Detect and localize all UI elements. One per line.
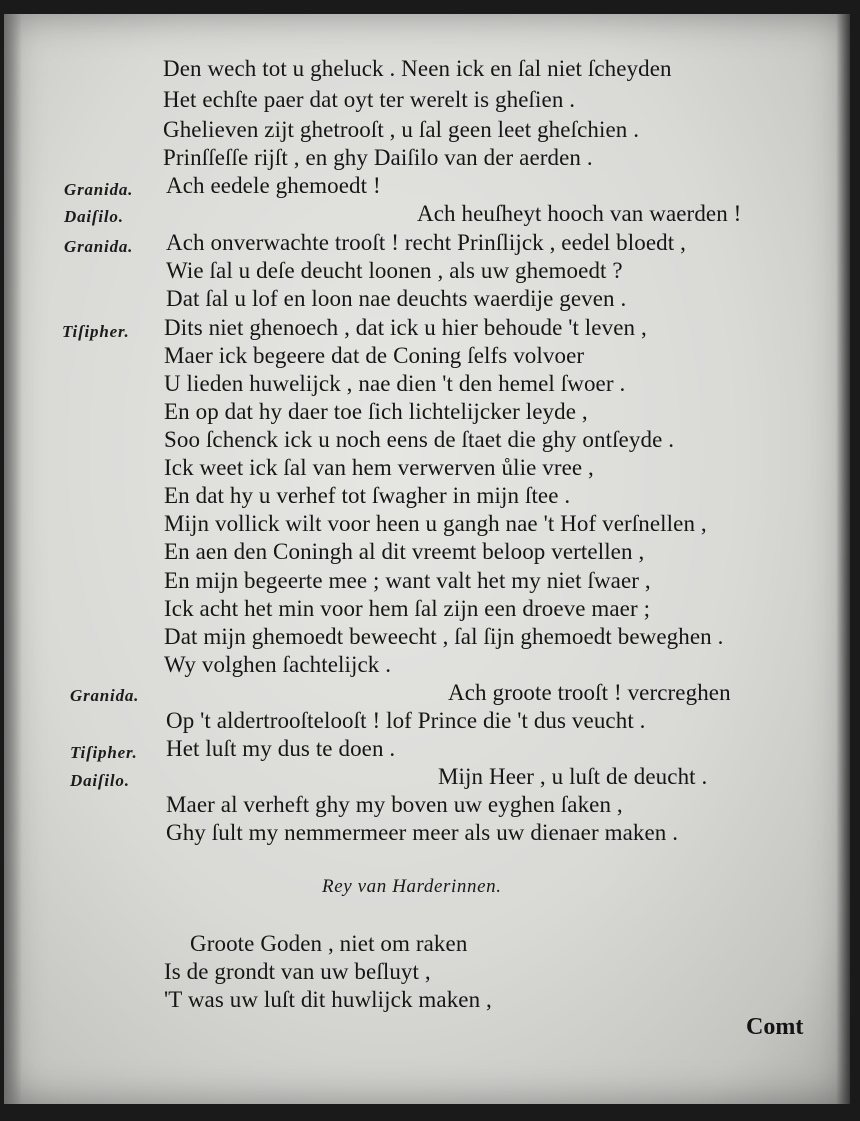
verse-line: En dat hy u verhef tot ſwagher in mijn ſtee . xyxy=(164,483,571,508)
verse-line: Ach onverwachte trooſt ! recht Prinſlijck , eedel bloedt , xyxy=(166,230,686,255)
verse-line: Ick acht het min voor hem ſal zijn een droeve maer ; xyxy=(164,596,651,621)
catchword: Comt xyxy=(746,1014,804,1040)
verse-line: Soo ſchenck ick u noch eens de ſtaet die ghy ontſeyde . xyxy=(164,427,675,452)
chorus-heading: Rey van Harderinnen. xyxy=(322,876,502,897)
verse-line: Ghelieven zijt ghetrooſt , u ſal geen leet gheſchien . xyxy=(163,117,640,142)
speaker-name: Daiſilo. xyxy=(70,771,130,790)
speaker-name: Granida. xyxy=(64,237,134,256)
verse-line: En aen den Coningh al dit vreemt beloop vertellen , xyxy=(164,539,645,564)
chorus-line: Groote Goden , niet om raken xyxy=(190,931,468,956)
verse-line: Wie ſal u deſe deucht loonen , als uw ghemoedt ? xyxy=(166,258,623,283)
speaker-name: Tiſipher. xyxy=(62,322,130,341)
verse-line: Ghy ſult my nemmermeer meer als uw dienaer maken . xyxy=(166,820,679,845)
speaker-name: Granida. xyxy=(70,686,140,705)
verse-line: Den wech tot u gheluck . Neen ick en ſal niet ſcheyden xyxy=(163,56,672,81)
verse-line: Dat ſal u lof en loon nae deuchts waerdije geven . xyxy=(166,286,627,311)
verse-line: Ach heuſheyt hooch van waerden ! xyxy=(417,201,742,226)
verse-line: Het luſt my dus te doen . xyxy=(166,736,396,761)
verse-line: Prinſſeſſe rijſt , en ghy Daiſilo van der aerden . xyxy=(163,145,593,170)
verse-line: En mijn begeerte mee ; want valt het my niet ſwaer , xyxy=(164,568,651,593)
verse-line: Maer ick begeere dat de Coning ſelfs volvoer xyxy=(164,343,585,368)
chorus-line: Is de grondt van uw beſluyt , xyxy=(164,959,431,984)
page-gutter xyxy=(4,14,22,1104)
speaker-name: Tiſipher. xyxy=(70,743,138,762)
verse-line: Maer al verheft ghy my boven uw eyghen ſaken , xyxy=(166,792,623,817)
verse-line: Ach eedele ghemoedt ! xyxy=(166,173,381,198)
verse-line: Mijn vollick wilt voor heen u gangh nae 't Hof verſnellen , xyxy=(164,511,707,536)
verse-line: Ach groote trooſt ! vercreghen xyxy=(448,680,731,705)
verse-line: Dat mijn ghemoedt beweecht , ſal ſijn ghemoedt beweghen . xyxy=(164,624,724,649)
verse-line: U lieden huwelijck , nae dien 't den hemel ſwoer . xyxy=(164,371,626,396)
verse-line: Op 't aldertrooſtelooſt ! lof Prince die 't dus veucht . xyxy=(166,708,646,733)
verse-line: Het echſte paer dat oyt ter werelt is gheſien . xyxy=(163,87,576,112)
speaker-name: Granida. xyxy=(64,180,134,199)
verse-line: Dits niet ghenoech , dat ick u hier behoude 't leven , xyxy=(164,315,647,340)
chorus-line: 'T was uw luſt dit huwlijck maken , xyxy=(164,987,492,1012)
speaker-name: Daiſilo. xyxy=(64,207,124,226)
book-page xyxy=(4,14,850,1104)
verse-line: Mijn Heer , u luſt de deucht . xyxy=(438,764,708,789)
verse-line: Wy volghen ſachtelijck . xyxy=(164,652,392,677)
verse-line: En op dat hy daer toe ſich lichtelijcker leyde , xyxy=(164,399,588,424)
page-edge xyxy=(836,14,850,1104)
verse-line: Ick weet ick ſal van hem verwerven ůlie vree , xyxy=(164,455,594,480)
